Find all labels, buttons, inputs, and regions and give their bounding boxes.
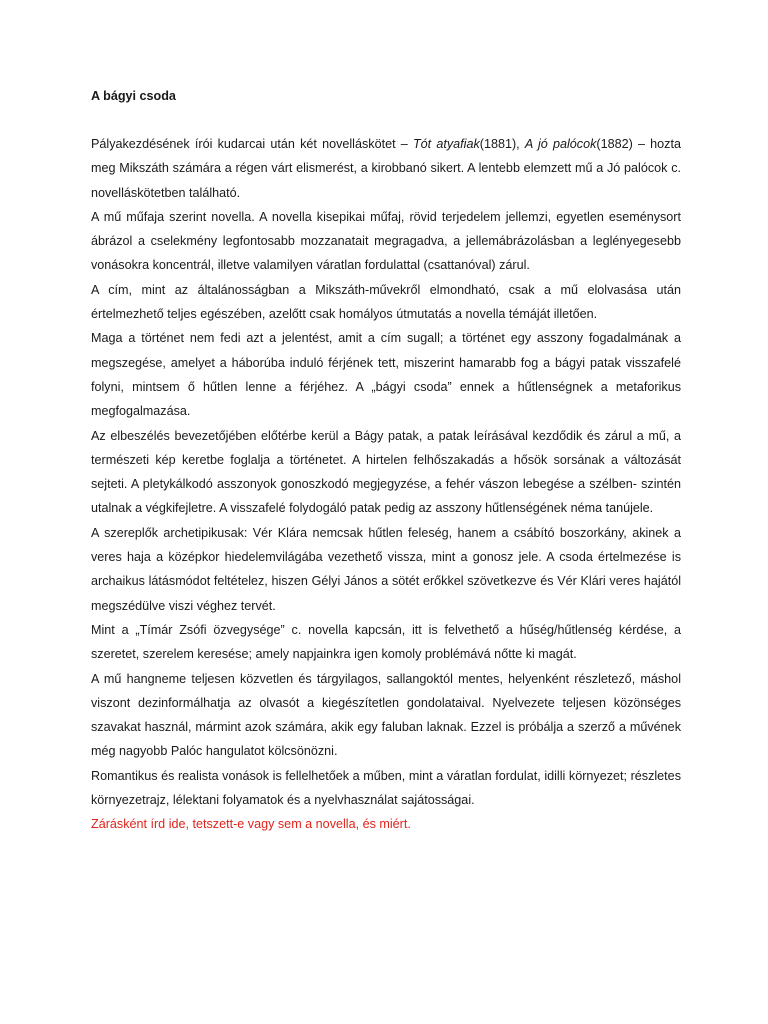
document-title: A bágyi csoda: [91, 89, 176, 103]
paragraph-fidelity: Mint a „Tímár Zsófi özvegysége” c. novella kapcsán, itt is felvethető a hűség/hűtlenség kérdése, a szeretet, szerelem keresése; amely napjainkra igen komoly problémává nőtte ki magát.: [91, 622, 681, 662]
intro-text-end: (1882) – hozta meg Mikszáth számára a régen várt elismerést, a kirobbanó sikert. A lentebb elemzett mű a Jó palócok c. novelláskötetben található.: [91, 137, 681, 200]
paragraph-genre: A mű műfaja szerint novella. A novella kisepikai műfaj, rövid terjedelem jellemzi, egyetlen eseménysort ábrázol a cselekmény legfontosabb mozzanatait megragadva, a jellemábrázolásban a leglényegesebb vonásokra koncentrál, illetve valamilyen váratlan fordulattal (csattanóval) zárul.: [91, 209, 681, 273]
paragraph-style: Romantikus és realista vonások is fellelhetőek a műben, mint a váratlan fordulat, idilli környezet; részletes környezetrajz, lélektani folyamatok és a nyelvhasználat sajátosságai.: [91, 768, 681, 808]
closing-prompt: Zárásként írd ide, tetszett-e vagy sem a novella, és miért.: [91, 817, 411, 832]
paragraph-story: Maga a történet nem fedi azt a jelentést, amit a cím sugall; a történet egy asszony fogadalmának a megszegése, amelyet a háborúba induló férjének tett, miszerint hamarabb fog a bágyi patak visszafelé folyni, mintsem ő hűtlen lenne a férjéhez. A „bágyi csoda” ennek a hűtlenségnek a metaforikus megfogalmazása.: [91, 331, 681, 419]
paragraph-title-meaning: A cím, mint az általánosságban a Mikszáth-művekről elmondható, csak a mű elolvasása után értelmezhető teljes egészében, azelőtt csak homályos útmutatás a novella témáját illetően.: [91, 282, 681, 322]
intro-text-start: Pályakezdésének írói kudarcai után két novelláskötet –: [91, 137, 413, 151]
paragraph-characters: A szereplők archetipikusak: Vér Klára nemcsak hűtlen feleség, hanem a csábító boszorkány, akinek a veres haja a középkor hiedelemvilágába vezethető vissza, mint a gonosz jele. A csoda értelmezése is archaikus látásmódot feltételez, hiszen Gélyi János a sötét erőkkel szövetkezve és Vér Klári veres hajától megszédülve viszi véghez tervét.: [91, 525, 681, 613]
book-title-tot-atyafiak: Tót atyafiak: [412, 137, 480, 151]
book-year-1881: (1881),: [479, 137, 525, 151]
paragraph-setting: Az elbeszélés bevezetőjében előtérbe kerül a Bágy patak, a patak leírásával kezdődik és zárul a mű, a természeti kép keretbe foglalja a történetet. A hirtelen felhőszakadás a hősök sorsának a változását sejteti. A pletykálkodó asszonyok gonoszkodó megjegyzése, a fehér vászon lebegése a szélben- szintén utalnak a végkifejletre. A visszafelé folydogáló patak pedig az asszony hűtlenségének néma tanújele.: [91, 428, 681, 516]
document-page: [91, 84, 681, 837]
intro-paragraph: [91, 132, 681, 205]
paragraph-tone: A mű hangneme teljesen közvetlen és tárgyilagos, sallangoktól mentes, helyenként részletező, máshol viszont dezinformálhatja az olvasót a kiegészítetlen gondolataival. Nyelvezete teljesen közönséges szavakat használ, mármint azok számára, akik egy faluban laknak. Ezzel is próbálja a szerző a művének még nagyobb Palóc hangulatot kölcsönözni.: [91, 671, 681, 759]
book-title-jo-palocok: A jó palócok: [524, 137, 597, 151]
